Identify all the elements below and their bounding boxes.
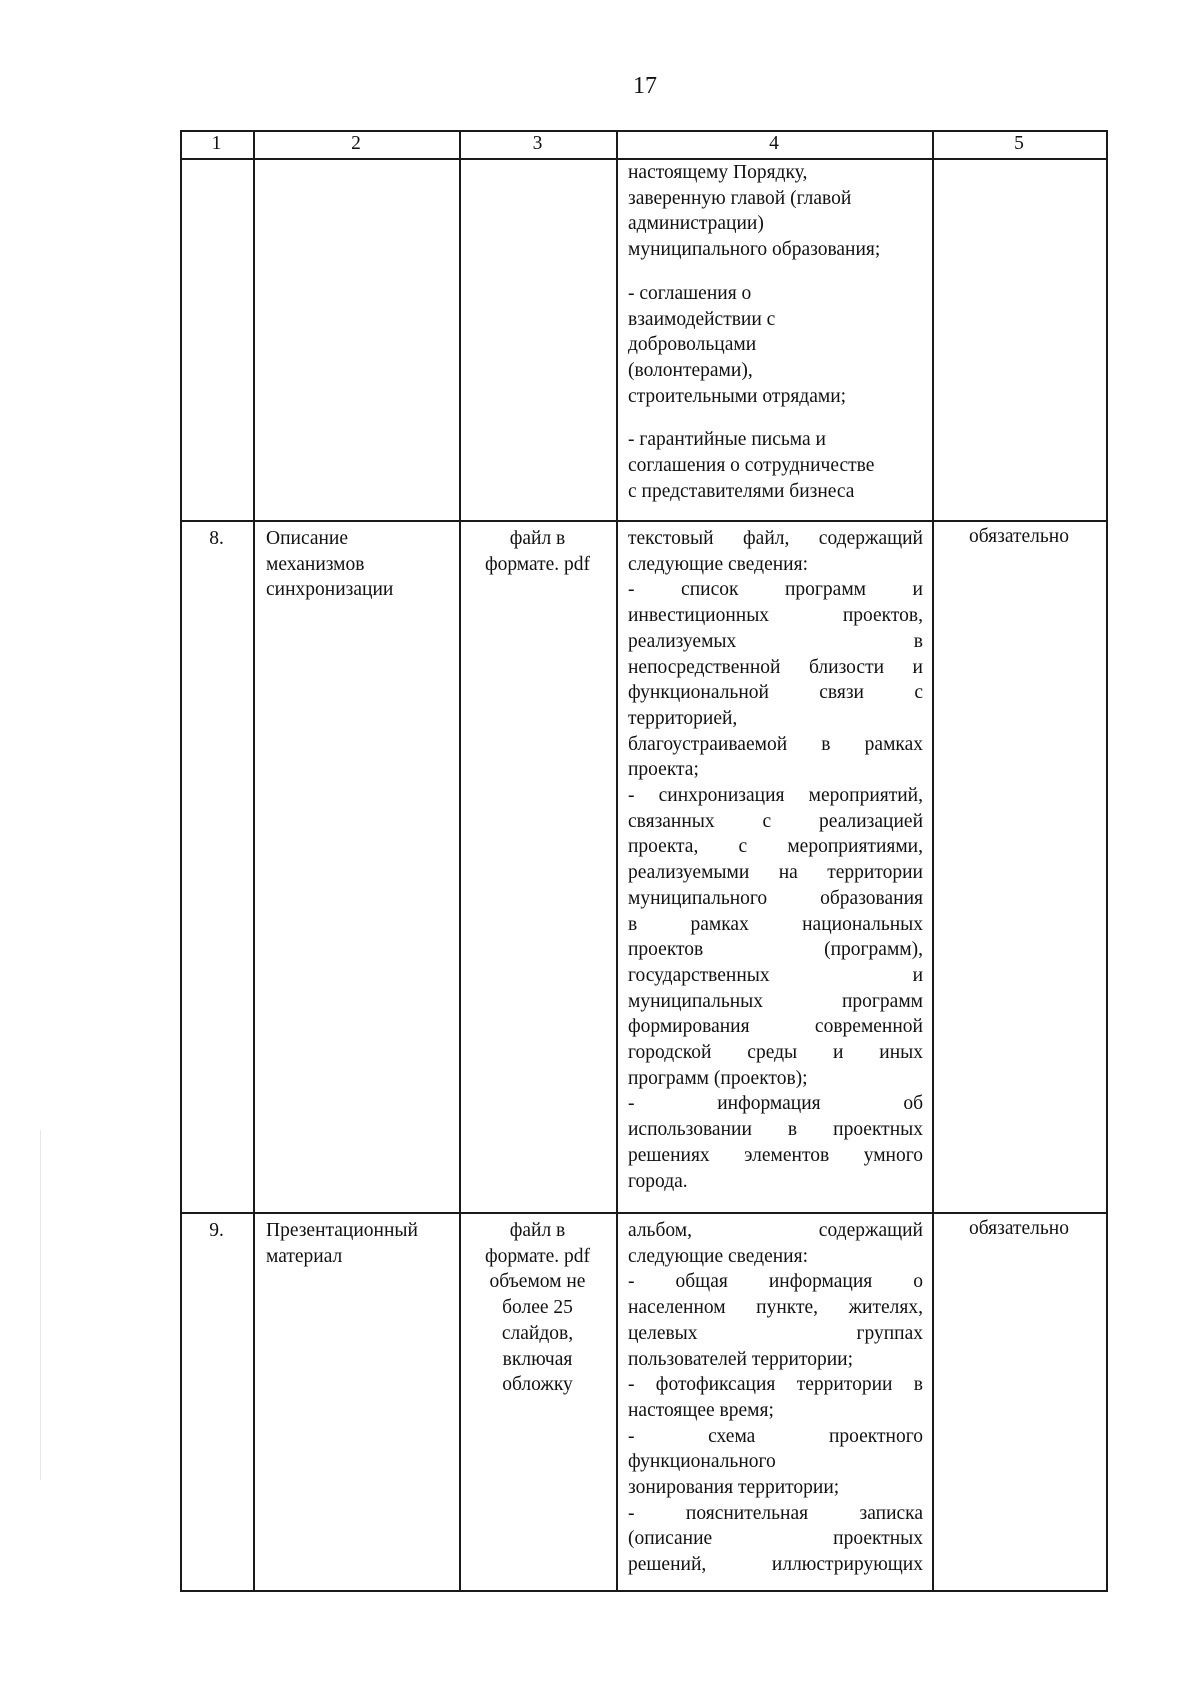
continuation-line: настоящему Порядку,: [628, 162, 808, 183]
row8-content-line: связанных с реализацией: [628, 810, 923, 832]
page-number: 17: [633, 73, 657, 99]
continuation-line: - гарантийные письма и: [628, 429, 826, 451]
row9-content-line: (описание проектных: [628, 1528, 923, 1550]
paragraph-gap: [628, 263, 924, 281]
row8-number: 8.: [209, 528, 224, 549]
row8-format: [459, 526, 616, 577]
row9-format-line: файл в: [509, 1220, 566, 1241]
continuation-line: соглашения о сотрудничестве: [628, 455, 875, 477]
row8-name-line: механизмов: [266, 553, 365, 575]
row9-content-line: настоящее время;: [628, 1399, 774, 1421]
row8-content-line: города.: [628, 1170, 688, 1192]
row9-content-line: - схема проектного: [628, 1425, 923, 1447]
row8-content-line: программ (проектов);: [628, 1067, 808, 1089]
row-divider-9: [180, 1212, 1106, 1214]
table-border-bottom: [180, 1590, 1108, 1592]
row8-name-line: синхронизации: [266, 579, 394, 601]
continuation-line: взаимодействии с: [628, 308, 776, 330]
row8-content-line: территорией,: [628, 707, 738, 729]
column-divider-4: [932, 130, 934, 1591]
row8-content-line: муниципального образования: [628, 887, 923, 909]
row8-content: [628, 526, 923, 1194]
row8-content-line: - синхронизация мероприятий,: [628, 785, 923, 807]
row8-format-line: формате. pdf: [484, 553, 591, 575]
row8-content-line: - информация об: [628, 1093, 923, 1115]
row9-required: обязательно: [969, 1218, 1069, 1239]
scan-margin-mark: [40, 1130, 41, 1480]
continuation-line: заверенную главой (главой: [628, 187, 852, 209]
continuation-line: - соглашения о: [628, 282, 752, 304]
row9-name-line: материал: [266, 1245, 343, 1267]
row9-content-line: зонирования территории;: [628, 1477, 840, 1499]
row8-content-line: проекта, с мероприятиями,: [628, 836, 923, 858]
row9-format-line: слайдов,: [501, 1322, 574, 1344]
row8-content-line: муниципальных программ: [628, 990, 923, 1012]
row8-content-line: формирования современной: [628, 1016, 923, 1038]
row8-content-line: проекта;: [628, 759, 699, 781]
continuation-line: (волонтерами),: [628, 359, 753, 381]
header-col-2: 2: [351, 133, 361, 154]
row9-content-line: целевых группах: [628, 1322, 923, 1344]
table-border-left: [180, 130, 182, 1591]
row8-content-line: непосредственной близости и: [628, 656, 923, 678]
row8-content-line: решениях элементов умного: [628, 1144, 923, 1166]
row9-content-line: следующие сведения:: [628, 1245, 808, 1267]
row9-name-line: Презентационный: [266, 1220, 418, 1241]
row9-content-line: решений, иллюстрирующих: [628, 1554, 923, 1576]
row8-content-line: текстовый файл, содержащий: [628, 528, 923, 549]
header-col-3: 3: [532, 133, 543, 154]
row8-content-line: проектов (программ),: [628, 939, 923, 961]
row9-format: [459, 1218, 616, 1398]
paragraph-gap: [628, 409, 924, 427]
row8-content-line: реализуемыми на территории: [628, 862, 923, 884]
row9-format-line: объемом не: [489, 1271, 586, 1293]
header-col-1: 1: [211, 133, 222, 154]
requirements-table: [180, 130, 1118, 1591]
continuation-line: муниципального образования;: [628, 239, 881, 261]
row9-format-line: формате. pdf: [484, 1245, 591, 1267]
row8-name-line: Описание: [266, 528, 349, 549]
row8-content-line: - список программ и: [628, 579, 923, 601]
row9-format-line: более 25: [502, 1297, 573, 1319]
row9-content-line: населенном пункте, жителях,: [628, 1297, 923, 1319]
header-col-4: 4: [769, 133, 779, 154]
continuation-content: [628, 160, 924, 504]
header-col-5: 5: [1014, 133, 1024, 154]
continuation-line: администрации): [628, 213, 764, 235]
row8-required: обязательно: [969, 526, 1069, 547]
column-divider-1: [253, 130, 255, 1591]
row9-content: [628, 1218, 923, 1578]
row8-content-line: благоустраиваемой в рамках: [628, 733, 923, 755]
row8-format-line: файл в: [509, 528, 566, 549]
continuation-line: добровольцами: [628, 334, 757, 356]
row-divider-8: [180, 520, 1106, 522]
row9-content-line: - общая информация о: [628, 1271, 923, 1293]
row9-format-line: обложку: [502, 1374, 573, 1396]
row8-content-line: следующие сведения:: [628, 553, 808, 575]
row8-content-line: в рамках национальных: [628, 913, 923, 935]
row8-name: [266, 526, 454, 603]
continuation-line: с представителями бизнеса: [628, 480, 855, 502]
row8-content-line: инвестиционных проектов,: [628, 605, 923, 627]
continuation-line: строительными отрядами;: [628, 385, 847, 407]
row9-name: [266, 1218, 456, 1269]
row9-content-line: - пояснительная записка: [628, 1502, 923, 1524]
row8-content-line: функциональной связи с: [628, 682, 923, 704]
column-divider-3: [616, 130, 618, 1591]
row9-content-line: функционального: [628, 1451, 776, 1473]
row8-content-line: реализуемых в: [628, 630, 923, 652]
row9-number: 9.: [209, 1220, 224, 1241]
row9-format-line: включая: [502, 1348, 573, 1370]
row8-content-line: государственных и: [628, 964, 923, 986]
table-border-right: [1106, 130, 1108, 1591]
row8-content-line: использовании в проектных: [628, 1119, 923, 1141]
row9-content-line: пользователей территории;: [628, 1348, 854, 1370]
row9-content-line: альбом, содержащий: [628, 1220, 923, 1241]
row9-content-line: - фотофиксация территории в: [628, 1374, 923, 1396]
row8-content-line: городской среды и иных: [628, 1042, 923, 1064]
